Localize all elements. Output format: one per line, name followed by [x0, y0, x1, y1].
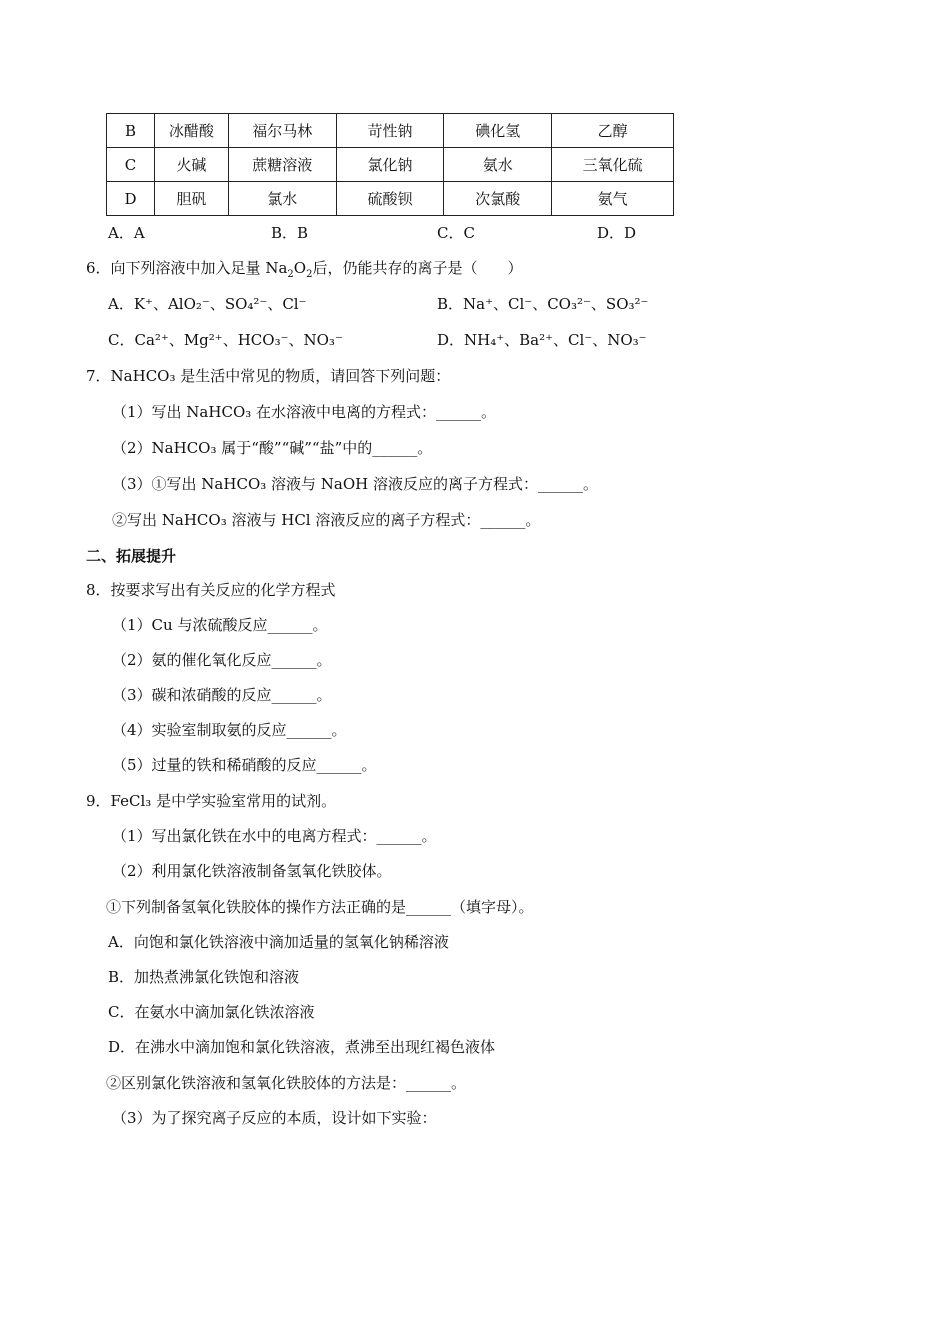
q9-part-1: （1）写出氯化铁在水中的电离方程式：______。 — [112, 827, 437, 845]
q7-part-3: （3）①写出 NaHCO₃ 溶液与 NaOH 溶液反应的离子方程式：______。 — [112, 475, 599, 493]
q5-option-b: B．B — [271, 224, 309, 242]
q9-option-a: A．向饱和氯化铁溶液中滴加适量的氢氧化钠稀溶液 — [108, 933, 449, 951]
question-9-stem: 9．FeCl₃ 是中学实验室常用的试剂。 — [86, 792, 337, 810]
row-label: B — [107, 114, 155, 148]
table-cell: 冰醋酸 — [154, 114, 228, 148]
q6-option-b: B．Na⁺、Cl⁻、CO₃²⁻、SO₃²⁻ — [437, 295, 649, 313]
q6-stem-end: 后，仍能共存的离子是（ ） — [312, 259, 523, 277]
table-cell: 氨水 — [444, 148, 552, 182]
table-row — [107, 148, 674, 182]
table-cell: 次氯酸 — [444, 182, 552, 216]
q8-part-2: （2）氨的催化氧化反应______。 — [112, 651, 332, 669]
table-cell: 福尔马林 — [228, 114, 336, 148]
table-cell: 氯化钠 — [336, 148, 444, 182]
q9-part-4: ②区别氯化铁溶液和氢氧化铁胶体的方法是：______。 — [106, 1074, 467, 1092]
q8-part-5: （5）过量的铁和稀硝酸的反应______。 — [112, 756, 377, 774]
q6-option-a: A．K⁺、AlO₂⁻、SO₄²⁻、Cl⁻ — [108, 295, 307, 313]
row-label: C — [107, 148, 155, 182]
q8-part-3: （3）碳和浓硝酸的反应______。 — [112, 686, 332, 704]
q6-stem-start: 6．向下列溶液中加入足量 Na — [86, 259, 288, 277]
q9-part-3: ①下列制备氢氧化铁胶体的操作方法正确的是______（填字母）。 — [106, 898, 534, 916]
q9-option-b: B．加热煮沸氯化铁饱和溶液 — [108, 968, 300, 986]
table-cell: 硫酸钡 — [336, 182, 444, 216]
q7-part-2: （2）NaHCO₃ 属于“酸”“碱”“盐”中的______。 — [112, 439, 433, 457]
q6-stem-mid: O — [293, 259, 307, 277]
q9-option-c: C．在氨水中滴加氯化铁浓溶液 — [108, 1003, 315, 1021]
question-8-stem: 8．按要求写出有关反应的化学方程式 — [86, 581, 336, 599]
table-cell: 胆矾 — [154, 182, 228, 216]
question-7-stem: 7．NaHCO₃ 是生活中常见的物质，请回答下列问题： — [86, 367, 451, 385]
q6-option-d: D．NH₄⁺、Ba²⁺、Cl⁻、NO₃⁻ — [437, 331, 647, 349]
table-cell: 火碱 — [154, 148, 228, 182]
table-cell: 三氧化硫 — [552, 148, 674, 182]
q6-option-c: C．Ca²⁺、Mg²⁺、HCO₃⁻、NO₃⁻ — [108, 331, 343, 349]
section-heading: 二、拓展提升 — [86, 547, 177, 565]
q7-part-4: ②写出 NaHCO₃ 溶液与 HCl 溶液反应的离子方程式：______。 — [112, 511, 541, 529]
table-row — [107, 114, 674, 148]
q9-part-2: （2）利用氯化铁溶液制备氢氧化铁胶体。 — [112, 862, 392, 880]
question-6-stem — [86, 258, 522, 278]
row-label: D — [107, 182, 155, 216]
q7-part-1: （1）写出 NaHCO₃ 在水溶液中电离的方程式：______。 — [112, 403, 497, 421]
q6-subscript: 2 — [306, 269, 313, 280]
q8-part-1: （1）Cu 与浓硫酸反应______。 — [112, 616, 328, 634]
table-cell: 苛性钠 — [336, 114, 444, 148]
table-cell: 乙醇 — [552, 114, 674, 148]
q6-subscript: 2 — [287, 269, 294, 280]
table-cell: 氯水 — [228, 182, 336, 216]
q8-part-4: （4）实验室制取氨的反应______。 — [112, 721, 347, 739]
table-row — [107, 182, 674, 216]
table-cell: 碘化氢 — [444, 114, 552, 148]
substance-classification-table — [106, 113, 674, 216]
q9-option-d: D．在沸水中滴加饱和氯化铁溶液，煮沸至出现红褐色液体 — [108, 1038, 496, 1056]
table-cell: 蔗糖溶液 — [228, 148, 336, 182]
q5-option-a: A．A — [108, 224, 145, 242]
q9-part-5: （3）为了探究离子反应的本质，设计如下实验： — [112, 1109, 437, 1127]
table-cell: 氨气 — [552, 182, 674, 216]
q5-option-c: C．C — [437, 224, 475, 242]
q5-option-d: D．D — [597, 224, 637, 242]
